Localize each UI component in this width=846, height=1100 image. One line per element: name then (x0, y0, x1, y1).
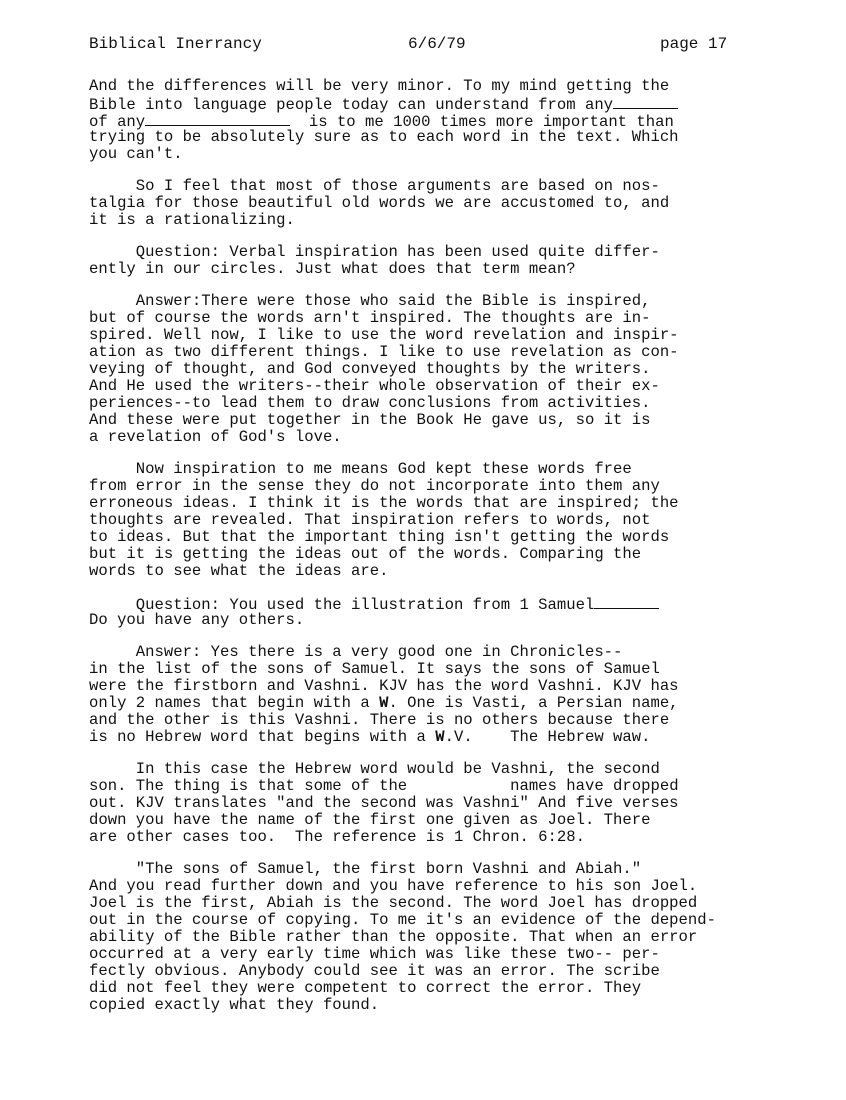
text-fragment: of any (89, 113, 146, 131)
text-line: ability of the Bible rather than the opposite. That when an error (89, 928, 698, 946)
text-line: words to see what the ideas are. (89, 562, 389, 580)
text-line: periences--to lead them to draw conclusions from activities. (89, 394, 651, 412)
text-line: erroneous ideas. I think it is the words that are inspired; the (89, 494, 679, 512)
text-line: occurred at a very early time which was like these two-- per- (89, 945, 660, 963)
paragraph (89, 244, 789, 278)
text-fragment: only 2 names that begin with a (89, 694, 380, 712)
text-fragment: names have dropped (510, 777, 679, 795)
paragraph (89, 178, 789, 229)
text-fragment: . One is Vasti, a Persian name, (388, 694, 679, 712)
text-line: veying of thought, and God conveyed thoughts by the writers. (89, 360, 651, 378)
text-line: in the list of the sons of Samuel. It says the sons of Samuel (89, 660, 660, 678)
text-line: it is a rationalizing. (89, 211, 295, 229)
text-fragment: Bible into language people today can understand from any (89, 96, 614, 114)
text-line: And you read further down and you have reference to his son Joel. (89, 877, 698, 895)
text-line (89, 695, 789, 712)
text-line: but of course the words arn't inspired. The thoughts are in- (89, 309, 651, 327)
text-line: Answer: Yes there is a very good one in Chronicles-- (89, 643, 623, 661)
text-line: And these were put together in the Book He gave us, so it is (89, 411, 651, 429)
text-line: Answer:There were those who said the Bible is inspired, (89, 292, 651, 310)
text-line: out. KJV translates "and the second was Vashni" And five verses (89, 794, 679, 812)
text-fragment: son. The thing is that some of the (89, 777, 408, 795)
text-line: ently in our circles. Just what does that term mean? (89, 260, 576, 278)
text-line (89, 595, 789, 612)
text-line: were the firstborn and Vashni. KJV has the word Vashni. KJV has (89, 677, 679, 695)
body-text (89, 78, 789, 1029)
text-line: fectly obvious. Anybody could see it was an error. The scribe (89, 962, 660, 980)
text-line: Do you have any others. (89, 611, 305, 629)
text-line: trying to be absolutely sure as to each word in the text. Which (89, 128, 679, 146)
text-line: Question: Verbal inspiration has been used quite differ- (89, 243, 660, 261)
text-line (89, 778, 789, 795)
text-fragment: is to me 1000 times more important than (308, 113, 674, 131)
paragraph (89, 861, 789, 1014)
text-line (89, 729, 789, 746)
text-line: Joel is the first, Abiah is the second. The word Joel has dropped (89, 894, 698, 912)
text-fragment: Question: You used the illustration from 1 Samuel (89, 596, 595, 614)
text-line: to ideas. But that the important thing isn't getting the words (89, 528, 670, 546)
blank-line (613, 95, 678, 109)
blank-line (145, 112, 290, 126)
text-line: In this case the Hebrew word would be Vashni, the second (89, 760, 660, 778)
text-line: did not feel they were competent to correct the error. They (89, 979, 642, 997)
header-date: 6/6/79 (408, 35, 466, 53)
text-line (89, 112, 789, 129)
text-fragment: is no Hebrew word that begins with a (89, 728, 436, 746)
text-line: "The sons of Samuel, the first born Vashni and Abiah." (89, 860, 642, 878)
text-line: copied exactly what they found. (89, 996, 380, 1014)
text-line: from error in the sense they do not incorporate into them any (89, 477, 660, 495)
text-line: And He used the writers--their whole observation of their ex- (89, 377, 660, 395)
text-fragment: .V. The Hebrew waw. (444, 728, 651, 746)
text-line: down you have the name of the first one given as Joel. There (89, 811, 651, 829)
header-page-number: page 17 (660, 35, 728, 53)
paragraph (89, 293, 789, 446)
paragraph (89, 761, 789, 846)
text-line: and the other is this Vashni. There is no others because there (89, 711, 670, 729)
text-line: ation as two different things. I like to use revelation as con- (89, 343, 679, 361)
blank-line (594, 595, 659, 609)
text-line: you can't. (89, 145, 183, 163)
text-line: out in the course of copying. To me it's an evidence of the depend- (89, 911, 716, 929)
text-line: So I feel that most of those arguments are based on nos- (89, 177, 660, 195)
text-line: thoughts are revealed. That inspiration refers to words, not (89, 511, 651, 529)
paragraph (89, 644, 789, 746)
text-line: And the differences will be very minor. To my mind getting the (89, 77, 670, 95)
paragraph (89, 78, 789, 163)
text-line: are other cases too. The reference is 1 Chron. 6:28. (89, 828, 585, 846)
text-line: talgia for those beautiful old words we are accustomed to, and (89, 194, 670, 212)
header-title: Biblical Inerrancy (89, 35, 262, 53)
text-line: a revelation of God's love. (89, 428, 342, 446)
text-line: but it is getting the ideas out of the words. Comparing the (89, 545, 642, 563)
struck-letter: W (379, 694, 389, 712)
text-line (89, 95, 789, 112)
text-line: Now inspiration to me means God kept these words free (89, 460, 632, 478)
struck-letter: W (435, 728, 445, 746)
text-line: spired. Well now, I like to use the word revelation and inspir- (89, 326, 679, 344)
paragraph (89, 461, 789, 580)
paragraph (89, 595, 789, 629)
